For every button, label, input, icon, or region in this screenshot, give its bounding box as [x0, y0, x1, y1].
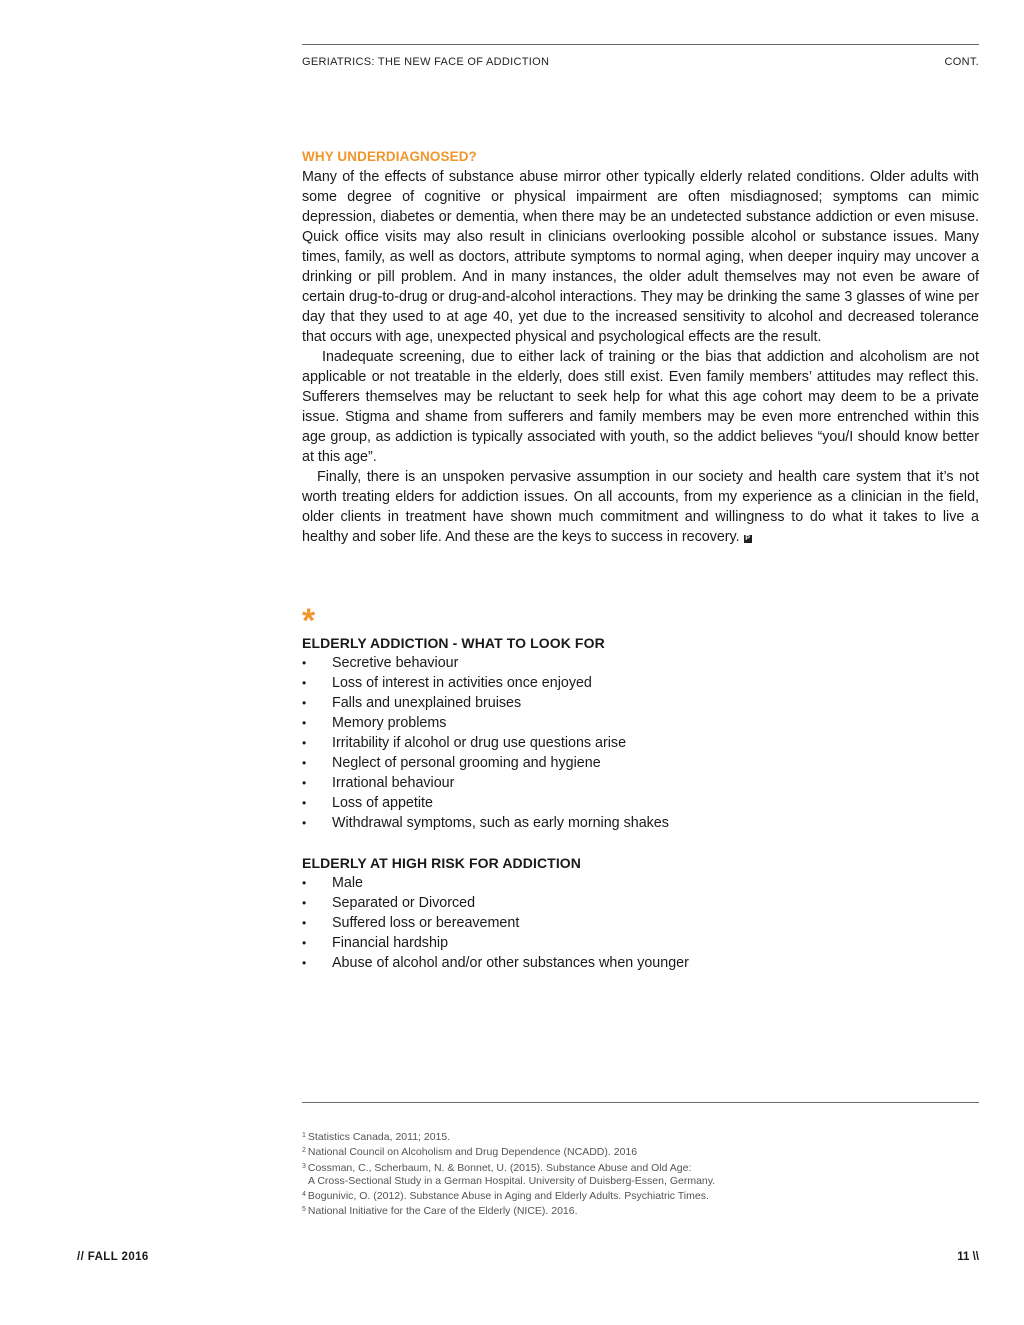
list-item: • Withdrawal symptoms, such as early morning shakes	[302, 815, 669, 831]
bullet-icon: •	[302, 896, 307, 910]
end-of-article-icon: P	[745, 535, 750, 542]
bullet-icon: •	[302, 796, 307, 810]
header-cont: CONT.	[944, 56, 979, 68]
header-title: GERIATRICS: THE NEW FACE OF ADDICTION	[302, 56, 550, 68]
bullet-icon: •	[302, 956, 307, 970]
page-number: 11 \\	[957, 1251, 979, 1263]
paragraph-3-text: Finally, there is an unspoken pervasive assumption in our society and health care system that it’s not worth treating elders for addiction issues. On all accounts, from my experience as a clinician in the field, older clients in treatment have shown much commitment and willingness to do what it takes to live a healthy and sober life. And these are the keys to success in recovery.	[302, 469, 979, 545]
bullet-icon: •	[302, 656, 307, 670]
list-item: • Suffered loss or bereavement	[302, 915, 520, 931]
list-item: • Memory problems	[302, 715, 447, 731]
bullet-icon: •	[302, 716, 307, 730]
bullet-icon: •	[302, 676, 307, 690]
bullet-icon: •	[302, 936, 307, 950]
footnote-divider	[302, 1102, 979, 1103]
list-item: • Loss of interest in activities once enjoyed	[302, 675, 592, 691]
footnote: $^5$ National Initiative for the Care of the Elderly (NICE). 2016.	[302, 1205, 578, 1218]
warning-signs-list	[302, 653, 979, 833]
bullet-icon: •	[302, 776, 307, 790]
footnote: $^2$ National Council on Alcoholism and Drug Dependence (NCADD). 2016	[302, 1146, 638, 1159]
bullet-icon: •	[302, 816, 307, 830]
high-risk-list	[302, 873, 979, 973]
paragraph-2: Inadequate screening, due to either lack of training or the bias that addiction and alcoholism are not applicable or not treatable in the elderly, does still exist. Even family members’ attitudes may reflect this. Sufferers themselves may be reluctant to seek help for what this age cohort may deem to be a private issue. Stigma and shame from sufferers and family members may be even more entrenched within this age group, as addiction is typically associated with youth, so the addict believes “you/I should know better at this age”.	[302, 349, 979, 465]
bullet-icon: •	[302, 876, 307, 890]
footnote-continuation: A Cross-Sectional Study in a German Hospital. University of Duisberg-Essen, Germany.	[308, 1174, 716, 1187]
list-title-warning-signs: ELDERLY ADDICTION - WHAT TO LOOK FOR	[302, 635, 605, 651]
list-item: • Secretive behaviour	[302, 655, 459, 671]
bullet-icon: •	[302, 696, 307, 710]
bullet-icon: •	[302, 916, 307, 930]
footnote: $^4$ Bogunivic, O. (2012). Substance Abuse in Aging and Elderly Adults. Psychiatric Times.	[302, 1190, 709, 1203]
list-item: • Financial hardship	[302, 935, 449, 951]
list-item: • Neglect of personal grooming and hygiene	[302, 755, 601, 771]
list-item: • Separated or Divorced	[302, 895, 476, 911]
bullet-icon: •	[302, 736, 307, 750]
footnote: $^1$ Statistics Canada, 2011; 2015.	[302, 1131, 451, 1143]
footnotes	[302, 1129, 979, 1219]
issue-label: // FALL 2016	[77, 1251, 149, 1263]
list-item: • Abuse of alcohol and/or other substances when younger	[302, 955, 689, 971]
list-item: • Irritability if alcohol or drug use questions arise	[302, 735, 627, 751]
list-item: • Male	[302, 875, 363, 891]
list-item: • Falls and unexplained bruises	[302, 695, 522, 711]
footnote: $^3$ Cossman, C., Scherbaum, N. & Bonnet, U. (2015). Substance Abuse and Old Age:	[302, 1161, 692, 1174]
section-title: WHY UNDERDIAGNOSED?	[302, 149, 477, 164]
bullet-icon: •	[302, 756, 307, 770]
paragraph-3	[302, 467, 979, 547]
article-body	[302, 147, 979, 973]
list-item: • Loss of appetite	[302, 795, 433, 811]
list-title-high-risk: ELDERLY AT HIGH RISK FOR ADDICTION	[302, 855, 582, 871]
list-item: • Irrational behaviour	[302, 775, 455, 791]
running-header	[302, 44, 979, 68]
asterisk-icon: *	[302, 602, 316, 640]
paragraph-1: Many of the effects of substance abuse mirror other typically elderly related conditions. Older adults with some degree of cognitive or physical impairment are often misdiagnosed; symptoms can mimic depression, diabetes or dementia, when there may be an undetected substance addiction or even misuse. Quick office visits may also result in clinicians overlooking possible alcohol or substance issues. Many times, family, as well as doctors, attribute symptoms to normal aging, when deeper inquiry may uncover a drinking or pill problem. And in many instances, the older adult themselves may not even be aware of certain drug-to-drug or drug-and-alcohol interactions. They may be drinking the same 3 glasses of wine per day that they used to at age 40, yet due to the increased sensitivity to alcohol and decreased tolerance that occurs with age, unexpected physical and psychological effects are the result.	[302, 169, 979, 345]
